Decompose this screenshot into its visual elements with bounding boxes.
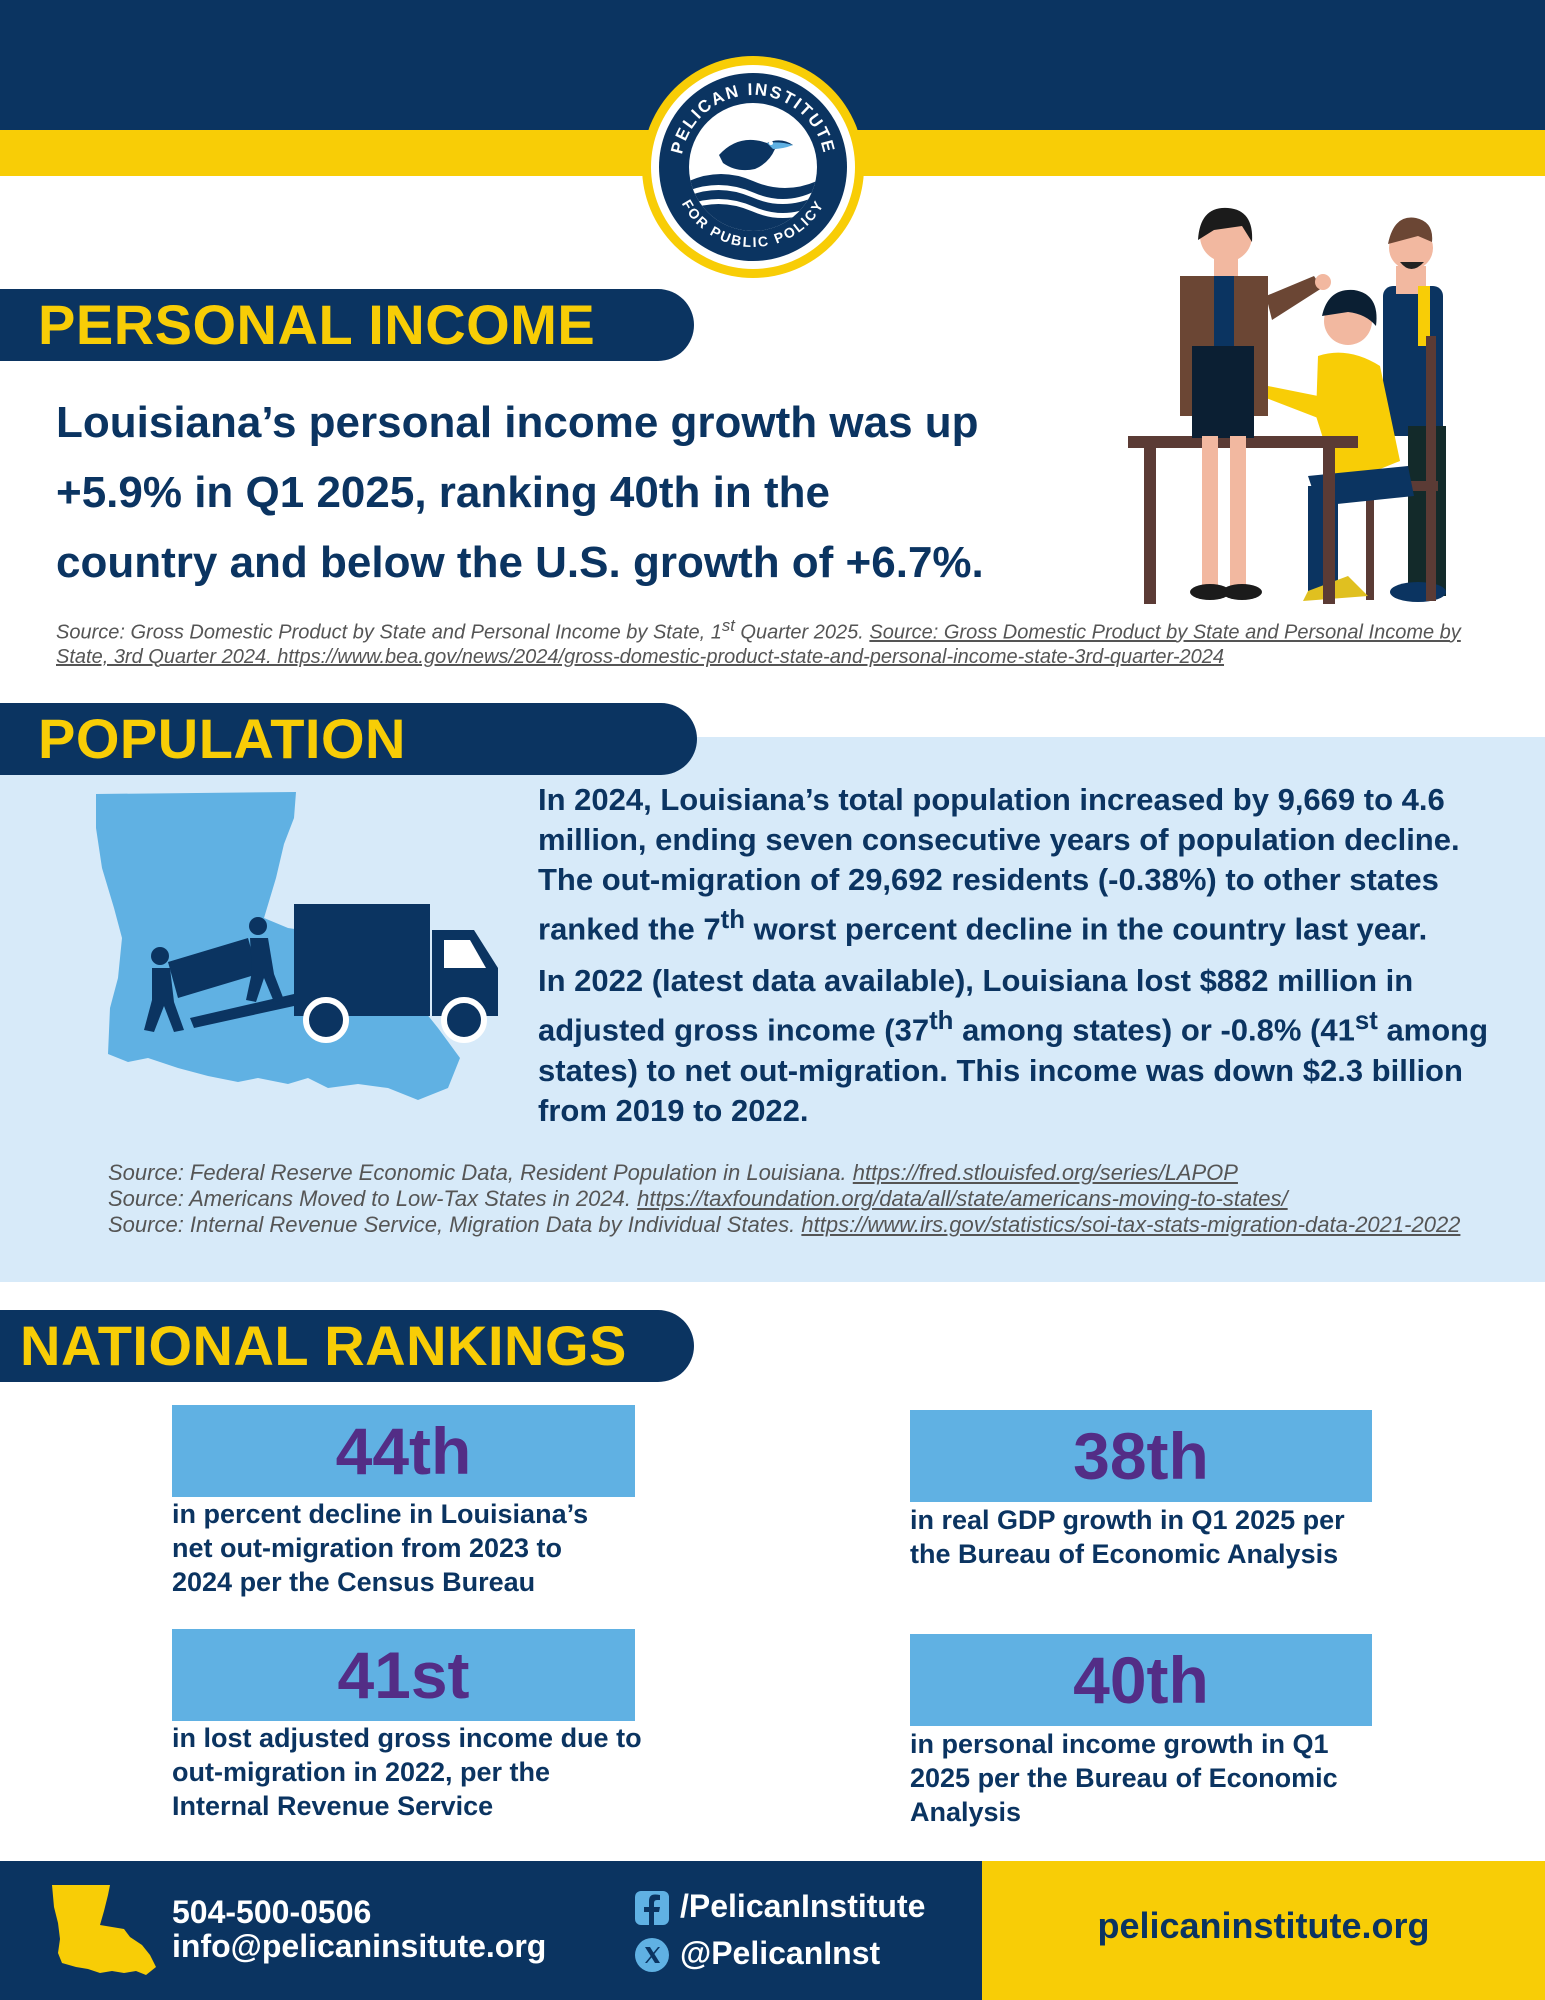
paragraph-text: among states) to net out-migration. This income was down $2.3 billion from 2019 to 2022.	[538, 1012, 1489, 1128]
rank-value: 40th	[1073, 1643, 1209, 1717]
source-text: Source: Americans Moved to Low-Tax States in 2024.	[108, 1186, 638, 1211]
population-paragraph-1	[538, 780, 1508, 949]
paragraph-text: In 2022 (latest data available), Louisiana lost $882 million in adjusted gross income (37	[538, 963, 1414, 1048]
svg-text:PELICAN INSTITUTE	[667, 80, 839, 156]
rank-value: 38th	[1073, 1419, 1209, 1493]
rank-description: in personal income growth in Q1 2025 per the Bureau of Economic Analysis	[910, 1729, 1338, 1827]
rank-box-38th	[910, 1410, 1372, 1502]
source-text: Source: Internal Revenue Service, Migration Data by Individual States.	[108, 1212, 802, 1237]
facebook-icon	[635, 1891, 669, 1925]
source-text: Source: Federal Reserve Economic Data, Resident Population in Louisiana.	[108, 1160, 853, 1185]
rank-description: in percent decline in Louisiana’s net out-migration from 2023 to 2024 per the Census Bureau	[172, 1499, 589, 1597]
section-tab-national-rankings	[0, 1310, 694, 1382]
population-body	[538, 780, 1508, 1143]
louisiana-moving-truck-illustration	[88, 788, 518, 1118]
superscript: st	[1354, 1007, 1378, 1036]
footer-x-handle[interactable]: @PelicanInst	[680, 1935, 881, 1971]
source-superscript: st	[721, 616, 735, 635]
rank-value: 41st	[337, 1638, 470, 1712]
source-text: Source: Gross Domestic Product by State and Personal Income by State, 1	[56, 621, 722, 644]
footer-phone[interactable]: 504-500-0506	[172, 1894, 372, 1930]
section-tab-population	[0, 703, 697, 775]
personal-income-source	[56, 614, 1476, 669]
headline-line: country and below the U.S. growth of +6.7%.	[56, 538, 984, 587]
source-link[interactable]: Source: Gross Domestic Product by State and Personal Income by State, 3rd Quarter 2024. https://www.bea.gov/news/2024/gross-domestic-product-state-and-personal-income-state-3rd-quarter-2024	[56, 621, 1461, 668]
headline-line: +5.9% in Q1 2025, ranking 40th in the	[56, 468, 830, 517]
source-link[interactable]: https://fred.stlouisfed.org/series/LAPOP	[852, 1160, 1238, 1185]
personal-income-headline	[56, 388, 1116, 598]
logo-ring-text-bottom: FOR PUBLIC POLICY	[678, 196, 828, 251]
source-text: Quarter 2025.	[734, 621, 870, 644]
paragraph-text: among states) or -0.8% (41	[953, 1012, 1355, 1048]
pelican-institute-logo	[642, 56, 864, 278]
footer-facebook-handle[interactable]: /PelicanInstitute	[680, 1888, 926, 1924]
source-line	[108, 1160, 1508, 1186]
headline-line: Louisiana’s personal income growth was up	[56, 398, 979, 447]
section-tab-personal-income	[0, 289, 694, 361]
section-title-national-rankings: NATIONAL RANKINGS	[20, 1314, 627, 1377]
rank-description: in real GDP growth in Q1 2025 per the Bureau of Economic Analysis	[910, 1505, 1345, 1569]
population-paragraph-2	[538, 961, 1508, 1130]
louisiana-state-icon	[50, 1883, 160, 1979]
superscript: th	[929, 1007, 954, 1036]
paragraph-text: worst percent decline in the country last year.	[745, 911, 1428, 947]
logo-ring-text-top: PELICAN INSTITUTE	[667, 79, 839, 156]
population-sources	[108, 1160, 1508, 1238]
source-line	[108, 1186, 1508, 1212]
source-link[interactable]: https://www.irs.gov/statistics/soi-tax-stats-migration-data-2021-2022	[801, 1212, 1461, 1237]
source-link[interactable]: https://taxfoundation.org/data/all/state/americans-moving-to-states/	[637, 1186, 1288, 1211]
footer-email[interactable]: info@pelicaninsitute.org	[172, 1928, 547, 1964]
section-title-personal-income: PERSONAL INCOME	[38, 293, 596, 356]
superscript: th	[720, 906, 746, 934]
source-line	[108, 1212, 1508, 1238]
rank-description: in lost adjusted gross income due to out-migration in 2022, per the Internal Revenue Service	[172, 1723, 642, 1821]
footer-website-link[interactable]: pelicaninstitute.org	[1097, 1905, 1430, 1946]
rank-value: 44th	[335, 1414, 472, 1488]
x-twitter-icon	[635, 1938, 669, 1972]
section-title-population: POPULATION	[38, 707, 406, 770]
rank-box-44th	[172, 1405, 635, 1497]
svg-text:FOR PUBLIC POLICY	[679, 197, 827, 250]
rank-box-41st	[172, 1629, 635, 1721]
paragraph-text: In 2024, Louisiana’s total population increased by 9,669 to 4.6 million, ending seven consecutive years of population decline. The out-migration of 29,692 residents (-0.38%) to other states ranked the 7	[538, 782, 1460, 947]
rank-box-40th	[910, 1634, 1372, 1726]
people-working-illustration	[1118, 196, 1518, 608]
